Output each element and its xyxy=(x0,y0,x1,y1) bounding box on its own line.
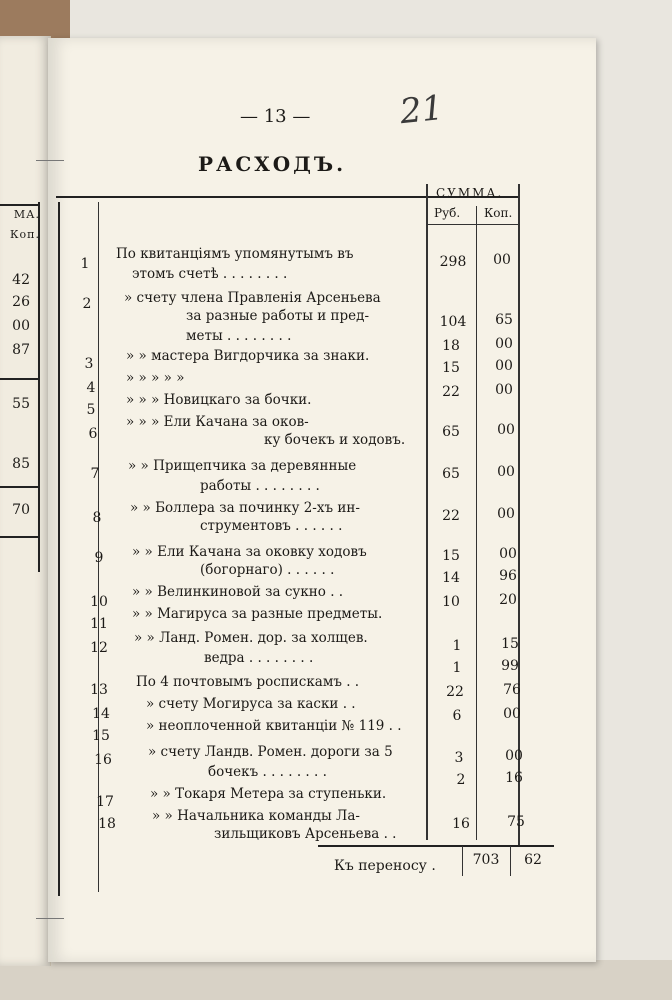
amount-kop: 00 xyxy=(495,358,513,374)
row-number: 9 xyxy=(94,550,104,566)
amount-kop: 00 xyxy=(495,336,513,352)
row-text: » счету Ландв. Ромен. дороги за 5 xyxy=(148,744,393,760)
row-number: 4 xyxy=(86,380,96,396)
amount-kop: 15 xyxy=(501,636,519,652)
left-page-value: 85 xyxy=(12,456,30,472)
row-text: » » мастера Вигдорчика за знаки. xyxy=(126,348,370,364)
row-number: 3 xyxy=(84,356,94,372)
row-text: » » Боллера за починку 2-хъ ин- xyxy=(130,500,360,516)
amount-rub: 22 xyxy=(446,684,464,700)
row-text: » » Ланд. Ромен. дор. за холщев. xyxy=(134,630,368,646)
row-number: 12 xyxy=(90,640,108,656)
row-number: 2 xyxy=(82,296,92,312)
row-text: » счету члена Правленія Арсеньева xyxy=(124,290,381,306)
amount-rub: 10 xyxy=(442,594,460,610)
row-number: 8 xyxy=(92,510,102,526)
row-number: 16 xyxy=(94,752,112,768)
binding-stitch xyxy=(36,160,64,161)
amount-kop: 00 xyxy=(497,422,515,438)
total-divider xyxy=(510,846,511,876)
row-number: 1 xyxy=(80,256,90,272)
row-text: » » Ели Качана за оковку ходовъ xyxy=(132,544,367,560)
amount-rub: 65 xyxy=(442,466,460,482)
background-top xyxy=(70,0,672,40)
row-number: 10 xyxy=(90,594,108,610)
amount-rub: 6 xyxy=(452,708,462,724)
row-number: 15 xyxy=(92,728,110,744)
amount-kop: 00 xyxy=(495,382,513,398)
amount-kop: 00 xyxy=(493,252,511,268)
row-text: » » » Ели Качана за оков- xyxy=(126,414,309,430)
row-text: По 4 почтовымъ роспискамъ . . xyxy=(136,674,360,690)
row-text: » » Прищепчика за деревянные xyxy=(128,458,357,474)
row-number: 5 xyxy=(86,402,96,418)
amount-rub: 1 xyxy=(452,638,462,654)
row-text: » неоплоченной квитанціи № 119 . . xyxy=(146,718,402,734)
page-title: РАСХОДЪ. xyxy=(198,152,347,176)
amount-rub: 15 xyxy=(442,548,460,564)
left-page-rule xyxy=(0,486,38,488)
amount-kop: 00 xyxy=(505,748,523,764)
amount-rub: 2 xyxy=(456,772,466,788)
row-text: работы . . . . . . . . xyxy=(200,478,320,494)
amount-kop: 00 xyxy=(499,546,517,562)
row-text: » » » » » xyxy=(126,370,185,386)
page-number: — 13 — xyxy=(240,106,311,127)
amount-rub: 14 xyxy=(442,570,460,586)
row-text: (богорнаго) . . . . . . xyxy=(200,562,335,578)
left-page-value: 70 xyxy=(12,502,30,518)
row-text: ку бочекъ и ходовъ. xyxy=(264,432,406,448)
total-kop: 62 xyxy=(524,852,542,868)
kopeck-column-line xyxy=(476,206,477,840)
carry-forward-label: Къ переносу . xyxy=(334,858,436,874)
row-number: 17 xyxy=(96,794,114,810)
amount-kop: 76 xyxy=(503,682,521,698)
row-text: этомъ счетѣ . . . . . . . . xyxy=(132,266,288,282)
amount-kop: 75 xyxy=(507,814,525,830)
row-text: струментовъ . . . . . . xyxy=(200,518,343,534)
total-rule xyxy=(318,845,554,847)
summa-header: СУММА. xyxy=(436,186,504,200)
amount-kop: 00 xyxy=(497,464,515,480)
left-page-fragment xyxy=(0,36,51,966)
row-number: 6 xyxy=(88,426,98,442)
row-text: » » Магируса за разные предметы. xyxy=(132,606,383,622)
amount-rub: 104 xyxy=(439,314,467,330)
binding-stitch xyxy=(36,918,64,919)
left-page-subheader: Коп. xyxy=(10,228,40,241)
left-page-value: 26 xyxy=(12,294,30,310)
amount-kop: 16 xyxy=(505,770,523,786)
row-text: зильщиковъ Арсеньева . . xyxy=(214,826,397,842)
left-page-value: 55 xyxy=(12,396,30,412)
handwritten-number: 21 xyxy=(398,87,446,133)
row-text: бочекъ . . . . . . . . xyxy=(208,764,327,780)
row-number: 13 xyxy=(90,682,108,698)
amount-kop: 96 xyxy=(499,568,517,584)
amount-rub: 15 xyxy=(442,360,460,376)
row-text: » счету Могируса за каски . . xyxy=(146,696,356,712)
background-right xyxy=(596,0,672,1000)
row-text: меты . . . . . . . . xyxy=(186,328,292,344)
left-page-value: 42 xyxy=(12,272,30,288)
amount-rub: 22 xyxy=(442,508,460,524)
left-page-rule xyxy=(0,536,38,538)
amount-kop: 20 xyxy=(499,592,517,608)
table-left-rule xyxy=(58,202,60,896)
row-text: По квитанціямъ упомянутымъ въ xyxy=(116,246,354,262)
amount-rub: 22 xyxy=(442,384,460,400)
row-number: 14 xyxy=(92,706,110,722)
left-page-column-line xyxy=(38,202,40,572)
left-page-top-rule xyxy=(0,204,38,206)
row-text: » » » Новицкаго за бочки. xyxy=(126,392,312,408)
amount-kop: 00 xyxy=(503,706,521,722)
left-page-value: 00 xyxy=(12,318,30,334)
row-number: 7 xyxy=(90,466,100,482)
amount-rub: 16 xyxy=(452,816,470,832)
row-text: » » Токаря Метера за ступеньки. xyxy=(150,786,387,802)
left-page-rule xyxy=(0,378,38,380)
amount-rub: 65 xyxy=(442,424,460,440)
amount-kop: 65 xyxy=(495,312,513,328)
amount-kop: 99 xyxy=(501,658,519,674)
row-text: » » Велинкиновой за сукно . . xyxy=(132,584,344,600)
amount-rub: 298 xyxy=(439,254,467,270)
row-number: 11 xyxy=(90,616,108,632)
amount-kop: 00 xyxy=(497,506,515,522)
amount-rub: 1 xyxy=(452,660,462,676)
header-rule xyxy=(426,224,520,225)
total-rub: 703 xyxy=(472,852,500,868)
rub-header: Руб. xyxy=(434,206,461,220)
background-bottom xyxy=(0,960,672,1000)
row-text: ведра . . . . . . . . xyxy=(204,650,314,666)
kop-header: Коп. xyxy=(484,206,513,220)
left-page-header: МА. xyxy=(13,208,40,221)
amount-rub: 3 xyxy=(454,750,464,766)
left-page-value: 87 xyxy=(12,342,30,358)
row-number: 18 xyxy=(98,816,116,832)
row-text: за разные работы и пред- xyxy=(186,308,370,324)
amount-rub: 18 xyxy=(442,338,460,354)
row-text: » » Начальника команды Ла- xyxy=(152,808,360,824)
